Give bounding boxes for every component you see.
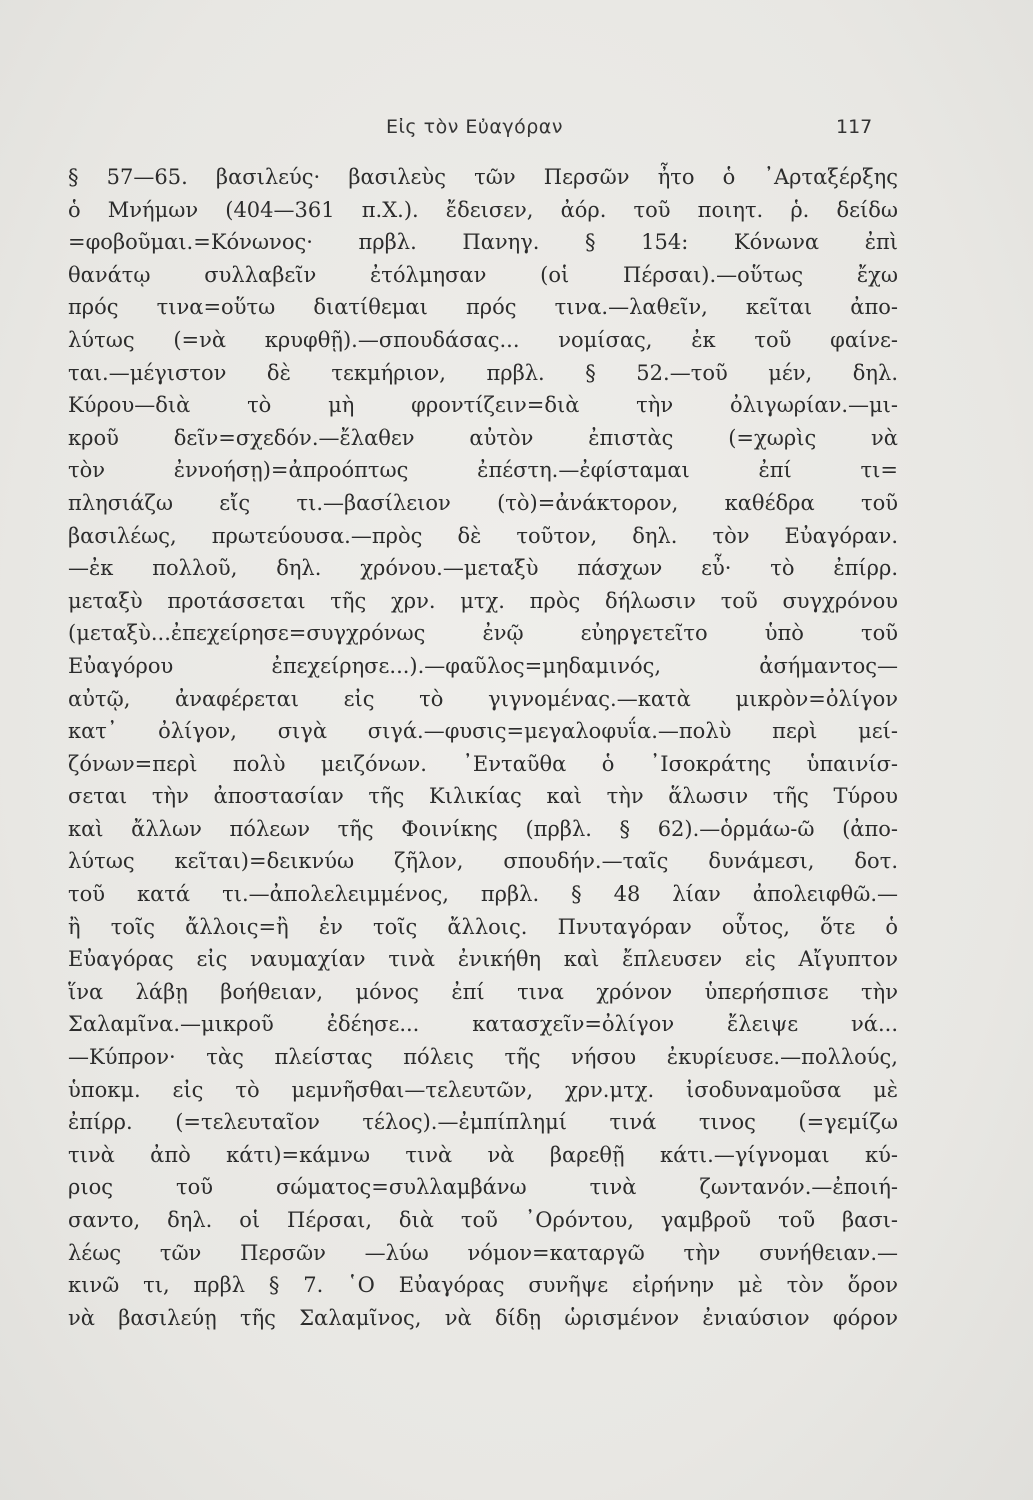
text-line: θανάτῳ συλλαβεῖν ἐτόλμησαν (οἱ Πέρσαι).—οὕτως ἔχω — [68, 262, 898, 287]
text-line: τινὰ ἀπὸ κάτι)=κάμνω τινὰ νὰ βαρεθῇ κάτι.—γίγνομαι κύ- — [68, 1142, 898, 1167]
text-line: βασιλέως, πρωτεύουσα.—πρὸς δὲ τοῦτον, δηλ. τὸν Εὐαγόραν. — [68, 523, 898, 548]
text-line: § 57—65. βασιλεύς· βασιλεὺς τῶν Περσῶν ἦτο ὁ ᾿Αρταξέρξης — [68, 165, 898, 189]
text-line: ὁ Μνήμων (404—361 π.Χ.). ἔδεισεν, ἀόρ. τοῦ ποιητ. ῥ. δείδω — [68, 197, 898, 222]
text-line: Σαλαμῖνα.—μικροῦ ἐδέησε... κατασχεῖν=ὀλίγον ἔλειψε νά... — [68, 1012, 898, 1037]
text-line: λύτως κεῖται)=δεικνύω ζῆλον, σπουδήν.—ταῖς δυνάμεσι, δοτ. — [68, 849, 898, 874]
text-line: ριος τοῦ σώματος=συλλαμβάνω τινὰ ζωντανόν.—ἐποιή- — [68, 1175, 898, 1200]
text-line: πλησιάζω εἴς τι.—βασίλειον (τὸ)=ἀνάκτορον, καθέδρα τοῦ — [68, 490, 898, 515]
text-line: (μεταξὺ...ἐπεχείρησε=συγχρόνως ἐνῷ εὐηργετεῖτο ὑπὸ τοῦ — [68, 621, 898, 646]
text-line: λέως τῶν Περσῶν —λύω νόμον=καταργῶ τὴν συνήθειαν.— — [68, 1240, 898, 1265]
text-line: Εὐαγόρας εἰς ναυμαχίαν τινὰ ἐνικήθη καὶ ἔπλευσεν εἰς Αἴγυπτον — [68, 947, 898, 972]
text-line: —Κύπρον· τὰς πλείστας πόλεις τῆς νήσου ἐκυρίευσε.—πολλούς, — [68, 1045, 898, 1070]
text-line: ἢ τοῖς ἄλλοις=ἢ ἐν τοῖς ἄλλοις. Πνυταγόραν οὗτος, ὅτε ὁ — [68, 914, 898, 939]
text-line: πρός τινα=οὕτω διατίθεμαι πρός τινα.—λαθεῖν, κεῖται ἀπο- — [68, 295, 898, 320]
page-number: 117 — [836, 116, 873, 138]
text-line: =φοβοῦμαι.=Κόνωνος· πρβλ. Πανηγ. § 154: Κόνωνα ἐπὶ — [68, 230, 898, 255]
text-line: λύτως (=νὰ κρυφθῇ).—σπουδάσας... νομίσας, ἐκ τοῦ φαίνε- — [68, 327, 898, 352]
text-line: ἐπίρρ. (=τελευταῖον τέλος).—ἐμπίπλημί τινά τινος (=γεμίζω — [68, 1110, 898, 1135]
text-line: ἵνα λάβῃ βοήθειαν, μόνος ἐπί τινα χρόνον ὑπερήσπισε τὴν — [68, 979, 898, 1004]
text-line: ὑποκμ. εἰς τὸ μεμνῆσθαι—τελευτῶν, χρν.μτχ. ἰσοδυναμοῦσα μὲ — [68, 1077, 898, 1102]
text-line: κροῦ δεῖν=σχεδόν.—ἔλαθεν αὐτὸν ἐπιστὰς (=χωρὶς νὰ — [68, 425, 898, 450]
text-line: Εὐαγόρου ἐπεχείρησε...).—φαῦλος=μηδαμινός, ἀσήμαντος— — [68, 653, 898, 678]
text-line: τοῦ κατά τι.—ἀπολελειμμένος, πρβλ. § 48 λίαν ἀπολειφθῶ.— — [68, 882, 898, 907]
text-line: νὰ βασιλεύῃ τῆς Σαλαμῖνος, νὰ δίδῃ ὡρισμένον ἐνιαύσιον φόρον — [68, 1305, 898, 1330]
text-line: —ἐκ πολλοῦ, δηλ. χρόνου.—μεταξὺ πάσχων εὖ· τὸ ἐπίρρ. — [68, 556, 898, 581]
commentary-text — [68, 161, 898, 1334]
text-line: Κύρου—διὰ τὸ μὴ φροντίζειν=διὰ τὴν ὀλιγωρίαν.—μι- — [68, 393, 898, 418]
page-header — [0, 116, 1033, 146]
text-line: καὶ ἄλλων πόλεων τῆς Φοινίκης (πρβλ. § 62).—ὁρμάω-ῶ (ἀπο- — [68, 816, 898, 841]
text-line: σεται τὴν ἀποστασίαν τῆς Κιλικίας καὶ τὴν ἅλωσιν τῆς Τύρου — [68, 784, 898, 809]
text-line: ζόνων=περὶ πολὺ μειζόνων. ᾿Ενταῦθα ὁ ᾿Ισοκράτης ὑπαινίσ- — [68, 751, 898, 776]
running-title: Εἰς τὸν Εὐαγόραν — [386, 116, 563, 138]
text-line: μεταξὺ προτάσσεται τῆς χρν. μτχ. πρὸς δήλωσιν τοῦ συγχρόνου — [68, 588, 898, 613]
text-line: κατ᾿ ὀλίγον, σιγὰ σιγά.—φυσις=μεγαλοφυΐα.—πολὺ περὶ μεί- — [68, 719, 898, 744]
text-line: τὸν ἐννοήσῃ)=ἀπροόπτως ἐπέστη.—ἐφίσταμαι ἐπί τι= — [68, 458, 898, 483]
text-line: σαντο, δηλ. οἱ Πέρσαι, διὰ τοῦ ᾿Ορόντου, γαμβροῦ τοῦ βασι- — [68, 1208, 898, 1232]
text-line: ται.—μέγιστον δὲ τεκμήριον, πρβλ. § 52.—τοῦ μέν, δηλ. — [68, 360, 898, 385]
text-line: αὐτῷ, ἀναφέρεται εἰς τὸ γιγνομένας.—κατὰ μικρὸν=ὀλίγον — [68, 686, 898, 711]
text-line: κινῶ τι, πρβλ § 7. ῾Ο Εὐαγόρας συνῆψε εἰρήνην μὲ τὸν ὅρον — [68, 1273, 898, 1298]
